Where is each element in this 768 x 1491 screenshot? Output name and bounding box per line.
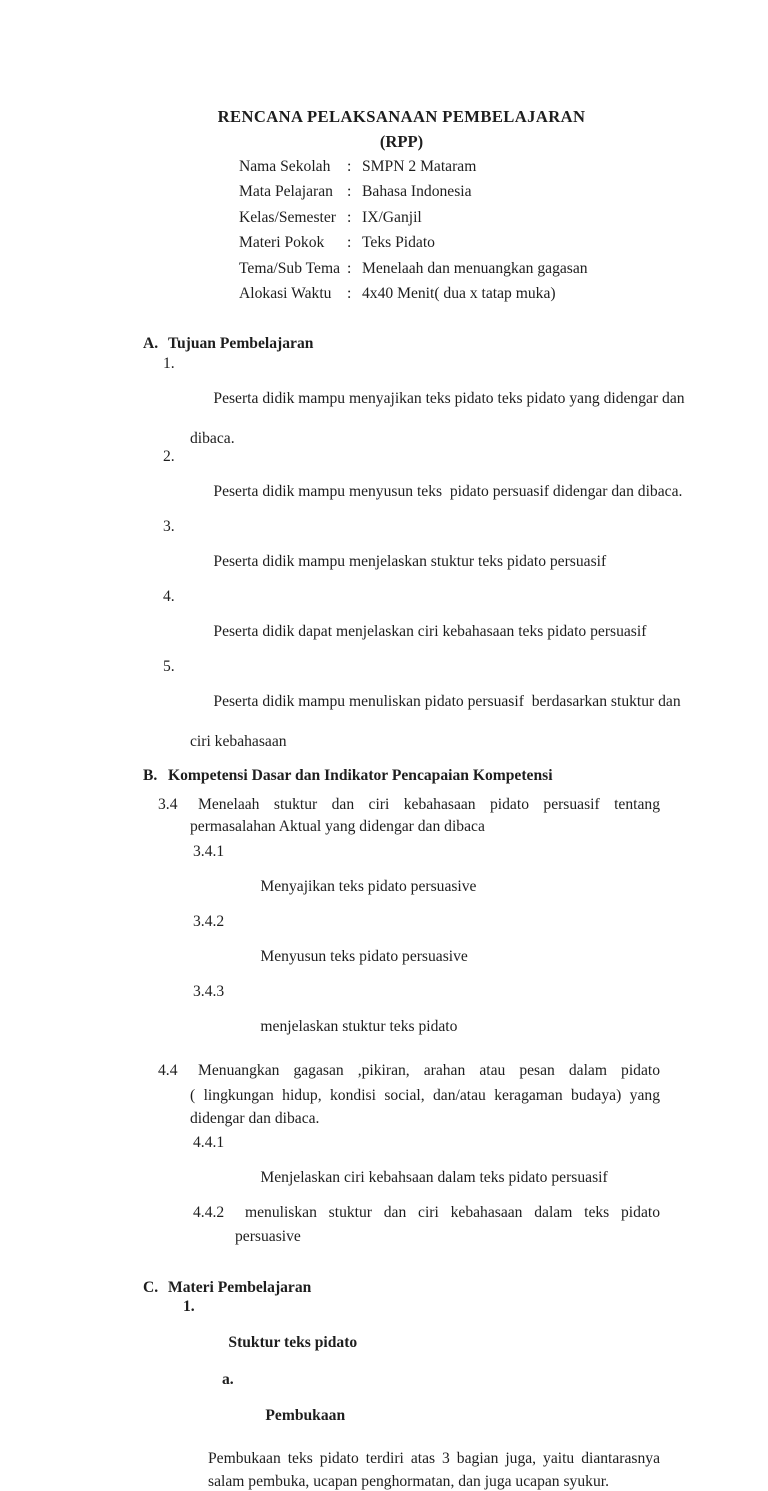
section-b-heading-text: Kompetensi Dasar dan Indikator Pencapaian Kompetensi <box>168 766 553 784</box>
meta-value: Bahasa Indonesia <box>362 183 472 201</box>
objective-item-3-text: Peserta didik mampu menjelaskan stuktur teks pidato persuasif <box>213 552 607 570</box>
indicator-3-4-2 <box>143 913 660 983</box>
indicator-3-4-1 <box>143 843 660 913</box>
meta-colon: : <box>347 208 352 226</box>
meta-label: Mata Pelajaran <box>239 183 333 201</box>
objective-item-2 <box>143 447 683 518</box>
section-a-marker: A. <box>143 335 159 353</box>
section-c-marker: C. <box>143 1278 159 1296</box>
meta-row-subject <box>239 179 660 204</box>
kd-3-4-text: Menelaah stuktur dan ciri kebahasaan pidato persuasif tentang <box>198 795 660 813</box>
meta-value: IX/Ganjil <box>362 208 422 226</box>
kd-4-4-continuation-2: didengar dan dibaca. <box>190 1110 320 1128</box>
material-subheading-1a-text: Pembukaan <box>265 1406 346 1424</box>
meta-colon: : <box>347 259 352 277</box>
section-c-heading-text: Materi Pembelajaran <box>168 1278 312 1296</box>
objective-item-4-number: 4. <box>163 587 175 605</box>
meta-label: Nama Sekolah <box>239 158 331 175</box>
objective-item-3-number: 3. <box>163 517 175 535</box>
indicator-4-4-2-text: menuliskan stuktur dan ciri kebahasaan dalam teks pidato <box>245 1203 660 1221</box>
indicator-3-4-3-number: 3.4.3 <box>193 982 225 1000</box>
meta-row-school <box>239 154 660 179</box>
indicator-4-4-2 <box>143 1204 660 1222</box>
meta-value: 4x40 Menit( dua x tatap muka) <box>362 285 556 303</box>
objective-item-3 <box>143 518 660 588</box>
kd-3-4 <box>143 796 660 814</box>
section-b-heading <box>143 766 660 786</box>
indicator-4-4-1 <box>143 1134 660 1204</box>
kd-4-4-continuation-1: ( lingkungan hidup, kondisi social, dan/atau keragaman budaya) yang <box>190 1087 660 1105</box>
indicator-4-4-1-text: Menjelaskan ciri kebahsaan dalam teks pidato persuasif <box>260 1168 608 1186</box>
meta-colon: : <box>347 158 352 175</box>
section-a-heading <box>143 334 660 354</box>
meta-colon: : <box>347 234 352 252</box>
meta-row-topic <box>239 230 660 255</box>
kd-4-4 <box>143 1062 660 1080</box>
section-c-heading <box>143 1278 660 1298</box>
indicator-3-4-1-text: Menyajikan teks pidato persuasive <box>260 877 477 895</box>
kd-4-4-text: Menuangkan gagasan ,pikiran, arahan atau pesan dalam pidato <box>198 1062 660 1080</box>
objective-item-1-continuation: dibaca. <box>190 430 235 448</box>
objective-item-1-number: 1. <box>163 354 175 372</box>
material-paragraph-line-1: Pembukaan teks pidato terdiri atas 3 bagian juga, yaitu diantarasnya <box>208 1449 660 1467</box>
objective-item-2-number: 2. <box>163 447 175 465</box>
objective-item-5-number: 5. <box>163 657 175 675</box>
document-subtitle: (RPP) <box>379 132 424 151</box>
meta-colon: : <box>347 183 352 201</box>
objective-item-5 <box>143 657 681 728</box>
section-b-marker: B. <box>143 766 158 784</box>
objective-item-1 <box>143 354 685 425</box>
material-paragraph-line-2: salam pembuka, ucapan penghormatan, dan juga ucapan syukur. <box>208 1472 609 1490</box>
kd-3-4-number: 3.4 <box>158 795 178 813</box>
objective-item-2-text: Peserta didik mampu menyusun teks pidato persuasif didengar dan dibaca. <box>213 482 683 500</box>
meta-row-class-semester <box>239 205 660 230</box>
indicator-3-4-2-text: Menyusun teks pidato persuasive <box>260 947 468 965</box>
objective-item-5-continuation: ciri kebahasaan <box>190 733 287 751</box>
meta-value: Menelaah dan menuangkan gagasan <box>362 259 588 277</box>
document-content <box>143 104 685 1491</box>
indicator-4-4-2-number: 4.4.2 <box>193 1203 225 1221</box>
kd-4-4-number: 4.4 <box>158 1062 178 1080</box>
indicator-4-4-1-number: 4.4.1 <box>193 1133 225 1151</box>
indicator-4-4-2-continuation: persuasive <box>235 1227 301 1245</box>
material-subheading-1-text: Stuktur teks pidato <box>228 1333 358 1351</box>
objective-item-4-text: Peserta didik dapat menjelaskan ciri kebahasaan teks pidato persuasif <box>213 622 647 640</box>
meta-value: SMPN 2 Mataram <box>362 158 477 175</box>
objective-item-5-text: Peserta didik mampu menuliskan pidato persuasif berdasarkan stuktur dan <box>213 692 681 710</box>
meta-value: Teks Pidato <box>362 234 435 252</box>
material-subheading-1a-letter: a. <box>222 1370 234 1388</box>
meta-label: Materi Pokok <box>239 234 325 252</box>
meta-label: Tema/Sub Tema <box>239 259 341 277</box>
meta-label: Kelas/Semester <box>239 208 336 226</box>
objective-item-4 <box>143 588 660 658</box>
material-subheading-1 <box>143 1298 660 1370</box>
meta-colon: : <box>347 285 352 303</box>
indicator-3-4-2-number: 3.4.2 <box>193 912 225 930</box>
document-title: RENCANA PELAKSANAAN PEMBELAJARAN <box>217 107 586 126</box>
objective-item-1-text: Peserta didik mampu menyajikan teks pidato teks pidato yang didengar dan <box>213 389 685 407</box>
indicator-3-4-3-text: menjelaskan stuktur teks pidato <box>260 1017 458 1035</box>
material-subheading-1a <box>143 1371 660 1443</box>
kd-3-4-continuation: permasalahan Aktual yang didengar dan dibaca <box>190 817 485 835</box>
meta-row-time-allocation <box>239 281 660 306</box>
material-subheading-1-number: 1. <box>183 1297 195 1315</box>
metadata-block <box>239 154 660 306</box>
indicator-3-4-3 <box>143 983 660 1053</box>
meta-label: Alokasi Waktu <box>239 285 332 303</box>
indicator-3-4-1-number: 3.4.1 <box>193 842 225 860</box>
section-a-heading-text: Tujuan Pembelajaran <box>168 335 314 353</box>
meta-row-theme <box>239 256 660 281</box>
